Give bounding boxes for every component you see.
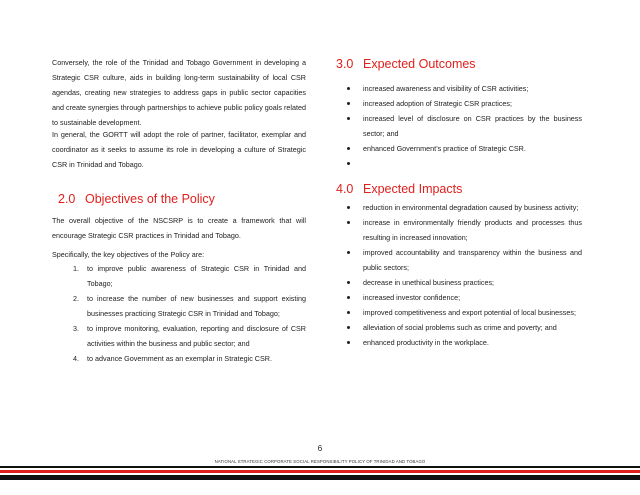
list-item: enhanced productivity in the workplace. <box>336 335 582 350</box>
bullet-icon <box>347 147 350 150</box>
list-item: enhanced Government’s practice of Strategic CSR. <box>336 141 582 156</box>
bullet-icon <box>347 251 350 254</box>
bullet-icon <box>347 296 350 299</box>
list-item: 3. to improve monitoring, evaluation, reporting and disclosure of CSR activities within the business and public sector; and <box>73 324 306 348</box>
list-item: increase in environmentally friendly products and processes thus resulting in increased innovation; <box>336 215 582 245</box>
bullet-icon <box>347 162 350 165</box>
section-3-heading <box>336 57 476 71</box>
list-item: increased investor confidence; <box>336 290 582 305</box>
list-item: alleviation of social problems such as crime and poverty; and <box>336 320 582 335</box>
objectives-paragraph-2: Specifically, the key objectives of the Policy are: <box>52 250 205 259</box>
section-3-title: Expected Outcomes <box>363 57 476 71</box>
list-item: increased adoption of Strategic CSR practices; <box>336 96 582 111</box>
list-item: increased awareness and visibility of CSR activities; <box>336 81 582 96</box>
list-item <box>336 156 582 171</box>
footer-text: NATIONAL STRATEGIC CORPORATE SOCIAL RESPONSIBILITY POLICY OF TRINIDAD AND TOBAGO <box>214 459 426 464</box>
bullet-icon <box>347 311 350 314</box>
list-item: 4. to advance Government as an exemplar in Strategic CSR. <box>73 354 272 363</box>
list-item: 1. to improve public awareness of Strategic CSR in Trinidad and Tobago; <box>73 264 306 288</box>
bullet-icon <box>347 221 350 224</box>
footer-rule-black <box>0 475 640 480</box>
intro-paragraph-2: In general, the GORTT will adopt the role of partner, facilitator, exemplar and coordinator as it seeks to assume its role in developing a culture of Strategic CSR in Trinidad and Tobago. <box>52 130 306 169</box>
section-4-heading <box>336 182 462 196</box>
bullet-icon <box>347 87 350 90</box>
list-item: reduction in environmental degradation caused by business activity; <box>336 200 582 215</box>
objectives-list <box>52 261 306 366</box>
bullet-icon <box>347 117 350 120</box>
list-item: decrease in unethical business practices; <box>336 275 582 290</box>
impacts-list <box>336 200 582 350</box>
bullet-icon <box>347 281 350 284</box>
footer-rule-thin <box>0 466 640 468</box>
section-4-number: 4.0 <box>336 182 354 196</box>
section-4-title: Expected Impacts <box>363 182 463 196</box>
page-number: 6 <box>317 444 323 453</box>
list-item: increased level of disclosure on CSR practices by the business sector; and <box>336 111 582 141</box>
bullet-icon <box>347 102 350 105</box>
footer-rule-red <box>0 470 640 473</box>
bullet-icon <box>347 206 350 209</box>
section-2-heading <box>58 192 215 206</box>
objectives-paragraph-1: The overall objective of the NSCSRP is to create a framework that will encourage Strategic CSR practices in Trinidad and Tobago. <box>52 216 306 240</box>
section-3-number: 3.0 <box>336 57 354 71</box>
list-item: improved accountability and transparency within the business and public sectors; <box>336 245 582 275</box>
bullet-icon <box>347 326 350 329</box>
outcomes-list <box>336 81 582 171</box>
list-item: 2. to increase the number of new businesses and support existing businesses practicing Strategic CSR in Trinidad and Tobago; <box>73 294 306 318</box>
section-2-title: Objectives of the Policy <box>85 192 215 206</box>
intro-paragraph-1: Conversely, the role of the Trinidad and Tobago Government in developing a Strategic CSR culture, aids in building long-term sustainability of local CSR agendas, creating new strategies to address gaps in public sector capacities and create synergies through partnerships to achieve public policy goals related to sustainable development. <box>52 58 306 127</box>
list-item: improved competitiveness and export potential of local businesses; <box>336 305 582 320</box>
bullet-icon <box>347 341 350 344</box>
section-2-number: 2.0 <box>58 192 76 206</box>
